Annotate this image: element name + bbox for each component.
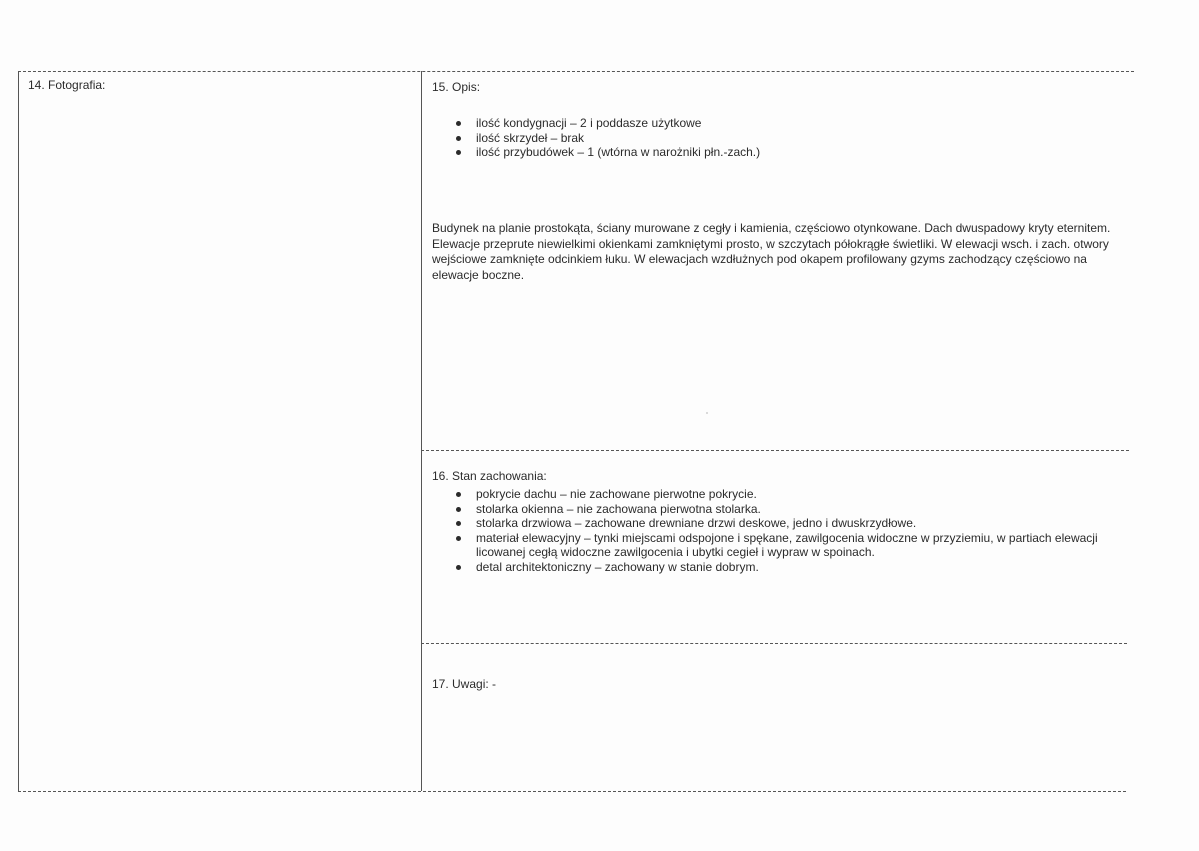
bottom-border-rule <box>18 791 1126 792</box>
state-field-label: 16. Stan zachowania: <box>432 469 547 483</box>
state-bullet-list <box>452 487 1124 574</box>
list-item: ilość skrzydeł – brak <box>452 131 1092 146</box>
list-item: materiał elewacyjny – tynki miejscami odspojone i spękane, zawilgocenia widoczne w przyziemiu, w partiach elewacji licowanej cegłą widoczne zawilgocenia i ubytki cegieł i wypraw w spoinach. <box>452 531 1124 560</box>
list-item: ilość przybudówek – 1 (wtórna w narożniki płn.-zach.) <box>452 145 1092 160</box>
photo-field-label: 14. Fotografia: <box>28 78 106 92</box>
description-field-label: 15. Opis: <box>432 80 481 94</box>
state-bottom-rule <box>421 643 1127 644</box>
left-border-rule <box>18 71 19 791</box>
description-paragraph: Budynek na planie prostokąta, ściany murowane z cegły i kamienia, częściowo otynkowane. Dach dwuspadowy kryty eternitem. Elewacje przeprute niewielkimi okienkami zamkniętymi prosto, w szczytach półokrągłe świetliki. W elewacji wsch. i zach. otwory wejściowe zamknięte odcinkiem łuku. W elewacjach wzdłużnych pod okapem profilowany gzyms zachodzący częściowo na elewacje boczne. <box>432 221 1111 282</box>
list-item: stolarka okienna – nie zachowana pierwotna stolarka. <box>452 502 1124 517</box>
description-bottom-rule <box>421 450 1129 451</box>
list-item: stolarka drzwiowa – zachowane drewniane drzwi deskowe, jedno i dwuskrzydłowe. <box>452 516 1124 531</box>
top-border-rule <box>18 71 1134 72</box>
list-item: ilość kondygnacji – 2 i poddasze użytkowe <box>452 116 1092 131</box>
column-divider-rule <box>421 71 422 791</box>
list-item: detal architektoniczny – zachowany w stanie dobrym. <box>452 560 1124 575</box>
scan-speck <box>706 412 708 414</box>
description-bullet-list <box>452 116 1092 160</box>
list-item: pokrycie dachu – nie zachowane pierwotne pokrycie. <box>452 487 1124 502</box>
remarks-field-label: 17. Uwagi: - <box>432 677 497 691</box>
